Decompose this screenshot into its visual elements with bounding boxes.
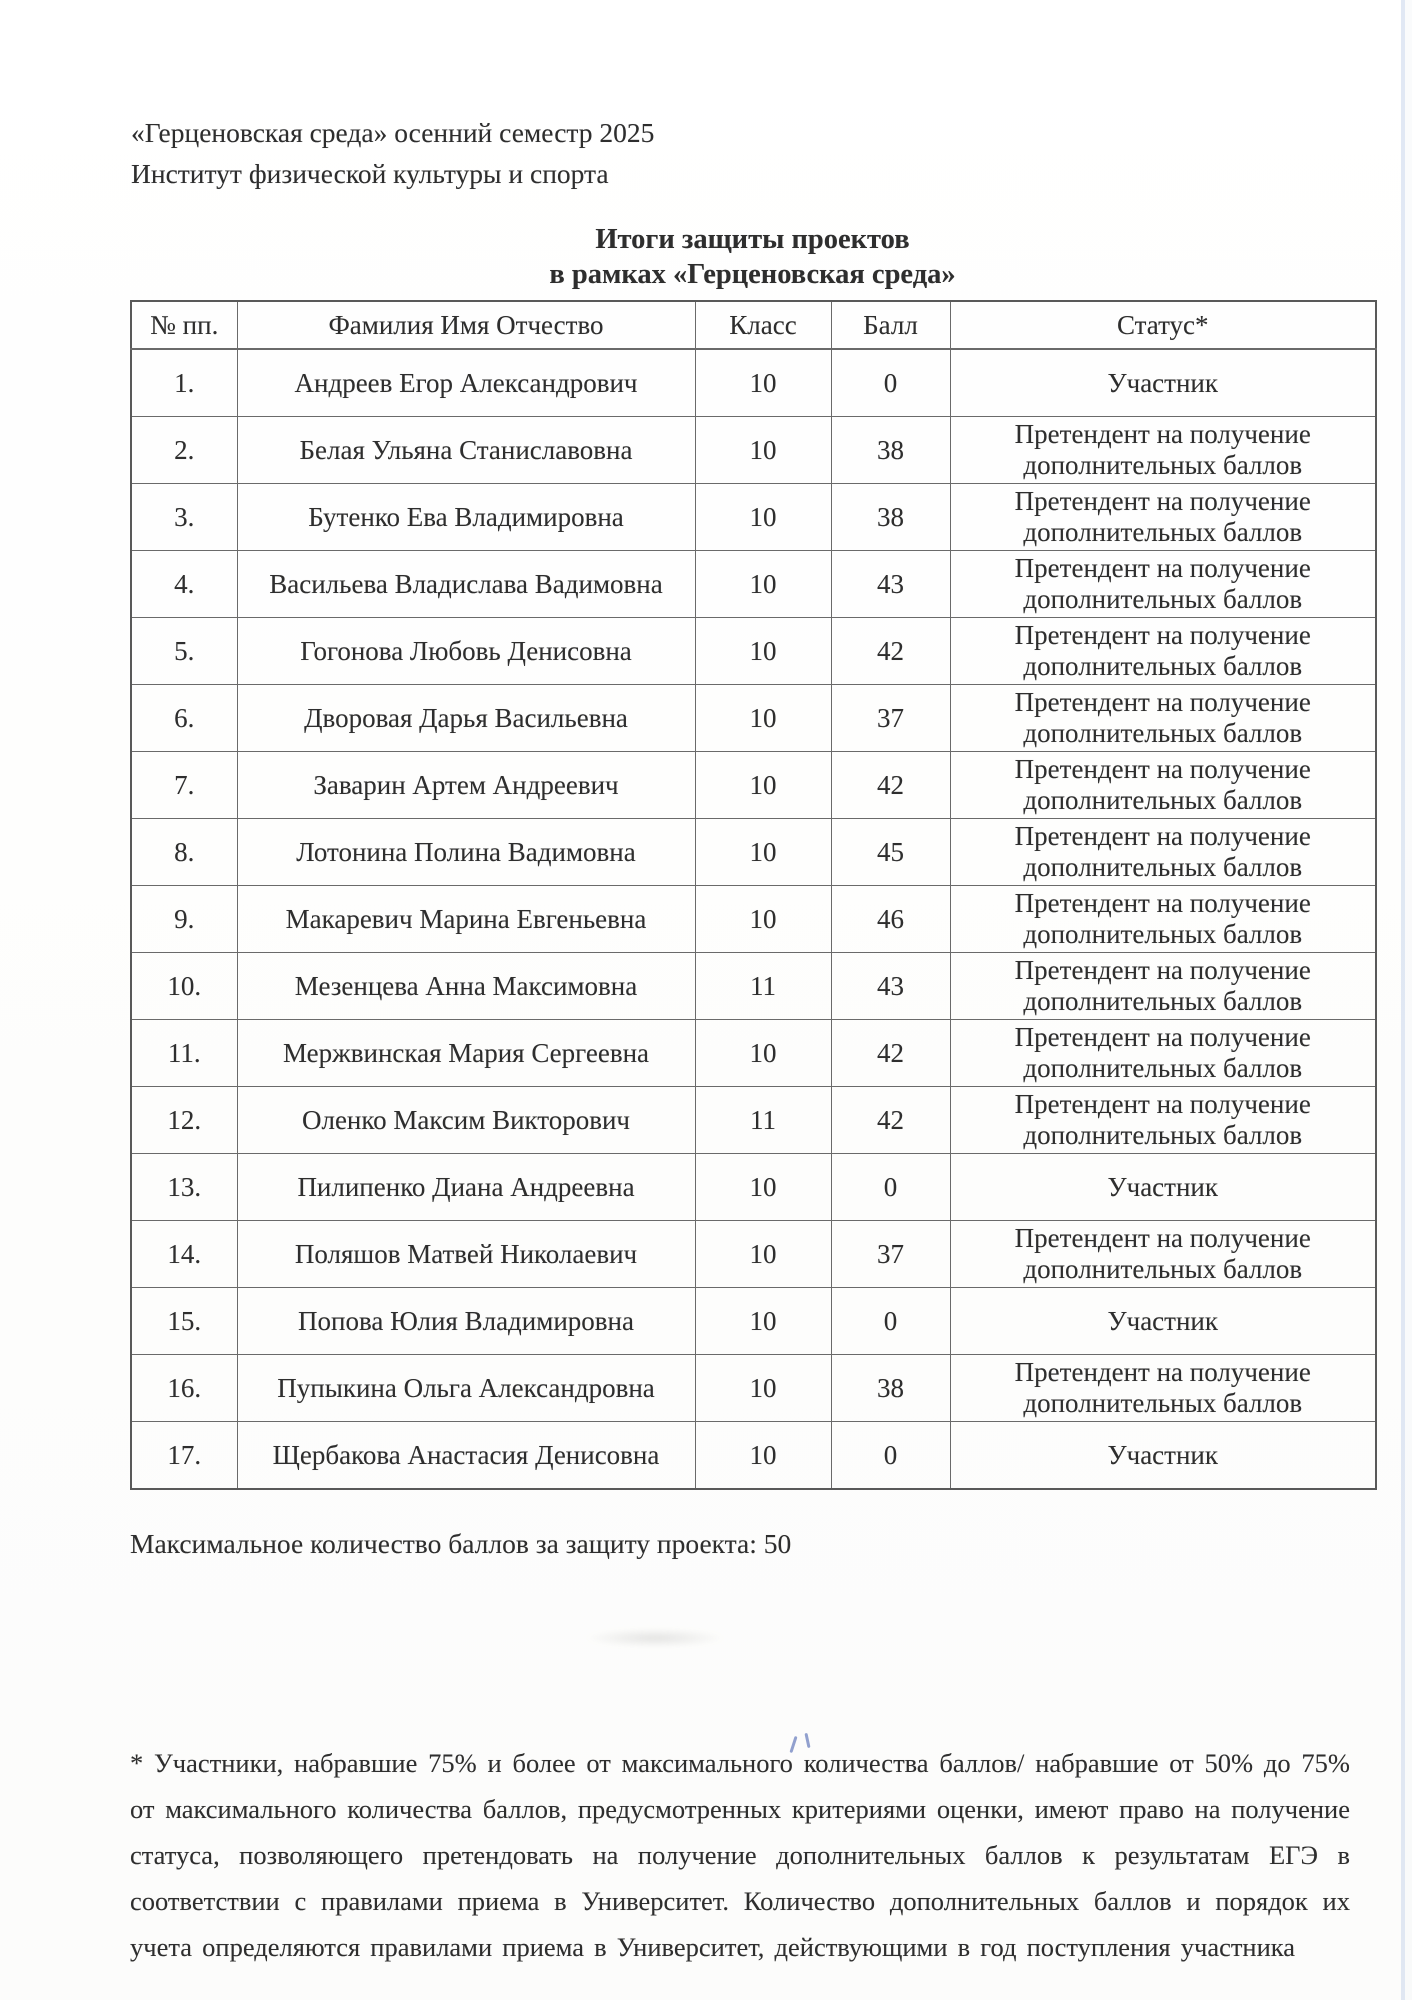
table-row bbox=[131, 1288, 1376, 1355]
row-status: Претендент на получение дополнительных баллов bbox=[950, 618, 1376, 685]
row-number: 10. bbox=[131, 953, 237, 1020]
row-number: 6. bbox=[131, 685, 237, 752]
row-name: Бутенко Ева Владимировна bbox=[237, 484, 695, 551]
row-grade: 10 bbox=[695, 886, 831, 953]
row-name: Белая Ульяна Станиславовна bbox=[237, 417, 695, 484]
header-line-institute: Институт физической культуры и спорта bbox=[131, 158, 609, 189]
row-number: 12. bbox=[131, 1087, 237, 1154]
row-name: Оленко Максим Викторович bbox=[237, 1087, 695, 1154]
col-header-number: № пп. bbox=[131, 301, 237, 349]
row-number: 11. bbox=[131, 1020, 237, 1087]
row-grade: 10 bbox=[695, 618, 831, 685]
row-name: Щербакова Анастасия Денисовна bbox=[237, 1422, 695, 1490]
row-grade: 10 bbox=[695, 1020, 831, 1087]
table-row bbox=[131, 752, 1376, 819]
row-number: 13. bbox=[131, 1154, 237, 1221]
row-score: 42 bbox=[831, 752, 950, 819]
document-title bbox=[130, 222, 1375, 292]
table-header bbox=[131, 301, 1376, 349]
row-grade: 10 bbox=[695, 752, 831, 819]
table-row bbox=[131, 1087, 1376, 1154]
footnote-text: * Участники, набравшие 75% и более от максимального количества баллов/ набравшие от 50% до 75% от максимального количества баллов, предусмотренных критериями оценки, имеют право на получение статуса, позволяющего претендовать на получение дополнительных баллов к результатам ЕГЭ в соответствии с правилами приема в Университет. Количество дополнительных баллов и порядок их учета определяются правилами приема в Университет, действующими в год поступления участника bbox=[130, 1748, 1350, 1962]
row-grade: 11 bbox=[695, 953, 831, 1020]
row-number: 17. bbox=[131, 1422, 237, 1490]
table-row bbox=[131, 1221, 1376, 1288]
row-score: 42 bbox=[831, 1020, 950, 1087]
scan-edge-line bbox=[1401, 0, 1405, 2000]
row-score: 43 bbox=[831, 551, 950, 618]
row-number: 16. bbox=[131, 1355, 237, 1422]
row-name: Поляшов Матвей Николаевич bbox=[237, 1221, 695, 1288]
table-body bbox=[131, 349, 1376, 1489]
row-status: Претендент на получение дополнительных баллов bbox=[950, 953, 1376, 1020]
row-name: Попова Юлия Владимировна bbox=[237, 1288, 695, 1355]
table-row bbox=[131, 618, 1376, 685]
max-score-note: Максимальное количество баллов за защиту проекта: 50 bbox=[130, 1528, 792, 1559]
row-name: Пилипенко Диана Андреевна bbox=[237, 1154, 695, 1221]
col-header-name: Фамилия Имя Отчество bbox=[237, 301, 695, 349]
row-name: Заварин Артем Андреевич bbox=[237, 752, 695, 819]
row-grade: 10 bbox=[695, 1422, 831, 1490]
scan-smudge-artifact bbox=[585, 1628, 725, 1648]
row-status: Участник bbox=[950, 1422, 1376, 1490]
row-score: 0 bbox=[831, 349, 950, 417]
row-grade: 10 bbox=[695, 349, 831, 417]
row-status: Претендент на получение дополнительных баллов bbox=[950, 1355, 1376, 1422]
row-score: 42 bbox=[831, 1087, 950, 1154]
title-line-1: Итоги защиты проектов bbox=[595, 224, 910, 255]
row-name: Андреев Егор Александрович bbox=[237, 349, 695, 417]
results-table bbox=[130, 300, 1377, 1490]
table-row bbox=[131, 1154, 1376, 1221]
row-name: Мезенцева Анна Максимовна bbox=[237, 953, 695, 1020]
row-grade: 11 bbox=[695, 1087, 831, 1154]
table-row bbox=[131, 886, 1376, 953]
row-name: Пупыкина Ольга Александровна bbox=[237, 1355, 695, 1422]
document-header bbox=[131, 112, 654, 194]
row-number: 3. bbox=[131, 484, 237, 551]
table-row bbox=[131, 484, 1376, 551]
row-status: Претендент на получение дополнительных баллов bbox=[950, 886, 1376, 953]
table-row bbox=[131, 551, 1376, 618]
title-line-2: в рамках «Герценовская среда» bbox=[549, 259, 956, 290]
row-number: 9. bbox=[131, 886, 237, 953]
row-name: Мержвинская Мария Сергеевна bbox=[237, 1020, 695, 1087]
row-grade: 10 bbox=[695, 551, 831, 618]
table-row bbox=[131, 1020, 1376, 1087]
row-status: Участник bbox=[950, 1288, 1376, 1355]
row-status: Претендент на получение дополнительных баллов bbox=[950, 1087, 1376, 1154]
row-grade: 10 bbox=[695, 484, 831, 551]
col-header-score: Балл bbox=[831, 301, 950, 349]
row-name: Гогонова Любовь Денисовна bbox=[237, 618, 695, 685]
row-score: 38 bbox=[831, 484, 950, 551]
row-grade: 10 bbox=[695, 685, 831, 752]
row-status: Претендент на получение дополнительных баллов bbox=[950, 551, 1376, 618]
row-number: 1. bbox=[131, 349, 237, 417]
row-status: Претендент на получение дополнительных баллов bbox=[950, 752, 1376, 819]
row-score: 0 bbox=[831, 1288, 950, 1355]
row-number: 14. bbox=[131, 1221, 237, 1288]
row-status: Претендент на получение дополнительных баллов bbox=[950, 417, 1376, 484]
table-row bbox=[131, 819, 1376, 886]
row-name: Лотонина Полина Вадимовна bbox=[237, 819, 695, 886]
row-status: Претендент на получение дополнительных баллов bbox=[950, 484, 1376, 551]
row-status: Участник bbox=[950, 349, 1376, 417]
row-status: Претендент на получение дополнительных баллов bbox=[950, 1020, 1376, 1087]
header-line-program: «Герценовская среда» осенний семестр 2025 bbox=[131, 117, 655, 148]
table-row bbox=[131, 1422, 1376, 1490]
row-score: 43 bbox=[831, 953, 950, 1020]
row-grade: 10 bbox=[695, 1154, 831, 1221]
table-row bbox=[131, 349, 1376, 417]
row-score: 46 bbox=[831, 886, 950, 953]
row-status: Претендент на получение дополнительных баллов bbox=[950, 819, 1376, 886]
row-number: 4. bbox=[131, 551, 237, 618]
table-row bbox=[131, 953, 1376, 1020]
row-grade: 10 bbox=[695, 1221, 831, 1288]
row-status: Участник bbox=[950, 1154, 1376, 1221]
row-grade: 10 bbox=[695, 1355, 831, 1422]
row-name: Дворовая Дарья Васильевна bbox=[237, 685, 695, 752]
col-header-status: Статус* bbox=[950, 301, 1376, 349]
row-score: 38 bbox=[831, 417, 950, 484]
row-grade: 10 bbox=[695, 819, 831, 886]
row-score: 42 bbox=[831, 618, 950, 685]
col-header-grade: Класс bbox=[695, 301, 831, 349]
row-grade: 10 bbox=[695, 1288, 831, 1355]
row-score: 37 bbox=[831, 685, 950, 752]
row-number: 7. bbox=[131, 752, 237, 819]
row-name: Макаревич Марина Евгеньевна bbox=[237, 886, 695, 953]
table-row bbox=[131, 1355, 1376, 1422]
row-number: 8. bbox=[131, 819, 237, 886]
row-score: 38 bbox=[831, 1355, 950, 1422]
row-score: 45 bbox=[831, 819, 950, 886]
row-grade: 10 bbox=[695, 417, 831, 484]
table-header-row bbox=[131, 301, 1376, 349]
row-number: 2. bbox=[131, 417, 237, 484]
scan-page-edge bbox=[1405, 0, 1412, 2000]
row-status: Претендент на получение дополнительных баллов bbox=[950, 1221, 1376, 1288]
row-score: 37 bbox=[831, 1221, 950, 1288]
row-score: 0 bbox=[831, 1154, 950, 1221]
table-row bbox=[131, 685, 1376, 752]
row-number: 5. bbox=[131, 618, 237, 685]
row-number: 15. bbox=[131, 1288, 237, 1355]
row-name: Васильева Владислава Вадимовна bbox=[237, 551, 695, 618]
row-score: 0 bbox=[831, 1422, 950, 1490]
table-row bbox=[131, 417, 1376, 484]
row-status: Претендент на получение дополнительных баллов bbox=[950, 685, 1376, 752]
